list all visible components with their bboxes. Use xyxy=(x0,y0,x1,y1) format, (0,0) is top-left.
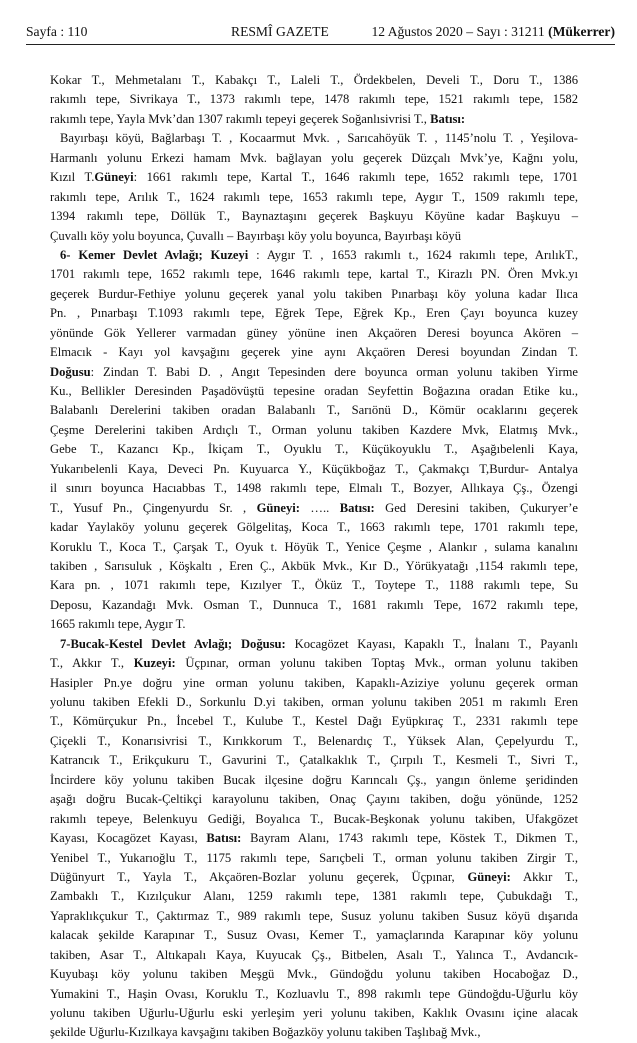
text-line xyxy=(50,343,578,362)
body-text: il sınırı boyunca Hacıabbas T., 1498 rakımlı tepe, Elmalı T., Bozyer, Allıkaya Çş., Özengi xyxy=(50,481,578,496)
body-text: Kokar T., Mehmetalanı T., Kabakçı T., Laleli T., Ördekbelen, Develi T., Doru T., 1386 xyxy=(50,73,578,87)
body-text: Zambaklı T., Kızılçukur Alanı, 1259 rakımlı tepe, 1381 rakımlı tepe, Çubukdağı T., xyxy=(50,889,578,904)
text-line xyxy=(50,557,578,576)
edition-label: (Mükerrer) xyxy=(548,24,615,39)
text-line xyxy=(50,946,578,965)
text-line xyxy=(50,693,578,712)
body-text: Üçpınar, orman yolunu takiben Toptaş Mvk., orman yolunu takiben xyxy=(175,656,578,671)
text-line xyxy=(50,518,578,537)
text-line xyxy=(50,810,578,829)
body-text: Bayram Alanı, 1743 rakımlı tepe, Köstek T., Dikmen T., xyxy=(241,831,578,846)
text-line xyxy=(50,751,578,770)
body-text: rakımlı tepe, Sivrikaya T., 1373 rakımlı tepe, 1478 rakımlı tepe, 1521 rakımlı tepe, 1582 xyxy=(50,92,578,107)
text-line xyxy=(50,965,578,984)
body-text: T., Yusuf Pn., Çingenyurdu Sr. , xyxy=(50,500,257,515)
body-text: Çuvallı köy yolu boyunca, Çuvallı – Bayırbaşı köy yolu boyunca, Bayırbaşı köyü xyxy=(50,228,461,243)
body-text: rakımlı tepe, Yayla Mvk’dan 1307 rakımlı tepeyi geçerek Soğanlısivrisi T., xyxy=(50,111,431,126)
bold-heading-text: Güneyi: xyxy=(467,869,511,884)
bold-heading-text: Doğusu xyxy=(50,364,91,379)
text-line xyxy=(50,849,578,868)
text-line xyxy=(50,596,578,615)
body-text: Akkır T., xyxy=(510,869,578,884)
body-text: Kocagözet Kayası, Kapaklı T., İnalanı T., Payanlı xyxy=(285,636,578,651)
bold-heading-text: 7-Bucak-Kestel Devlet Avlağı; Doğusu: xyxy=(60,636,286,651)
body-text: 1701 rakımlı tepe, 1652 rakımlı tepe, 1646 rakımlı tepe, kartal T., Kirazlı PN. Ören Mvk.yı xyxy=(50,267,578,282)
body-text: Gebe T., Kazancı Kp., İkiçam T., Oyuklu T., Küçükoyuklu T., Aşağıbelenli Kaya, xyxy=(50,442,578,457)
body-text: takiben , Sarısuluk , Köşkaltı , Eren Ç., Akbük Mvk., Kır D., Yörükyatağı ,1154 rakımlı tepe, xyxy=(50,558,578,573)
text-line xyxy=(50,712,578,731)
body-text: şekilde Uğurlu-Kızılkaya kavşağını takiben Boğazköy yolunu takiben Taşlıbağ Mvk., xyxy=(50,1025,481,1040)
text-line xyxy=(50,499,578,518)
text-line xyxy=(50,285,578,304)
body-text: takiben, Asar T., Altıkapalı Kaya, Kuyucak Çş., Bitbelen, Asalı T., Yalınca T., Avdancık- xyxy=(50,947,578,962)
body-text: Balabanlı Derelerini takiben oradan Balabanlı T., Sarıönü D., Kömür ocaklarını geçerek xyxy=(50,403,578,418)
body-text: yönünde Gök Yellerer varmadan güney yönüne inen Akçaören Deresi boyunca Akören – xyxy=(50,325,578,340)
body-text: Deposu, Kazandağı Mvk. Osman T., Dunnuca T., 1681 rakımlı Tepe, 1672 rakımlı tepe, xyxy=(50,597,578,612)
body-text: Yenibel T., Yukarıoğlu T., 1175 rakımlı tepe, Sarıçbeli T., orman yolunu takiben Zirgir T., xyxy=(50,850,578,865)
body-text: Ged Deresini takiben, Çukuryer’e xyxy=(374,500,579,515)
body-text: kadar Yaylaköy yolunu geçerek Gölgelitaş, Koca T., 1663 rakımlı tepe, 1701 rakımlı tepe, xyxy=(50,520,578,535)
text-line xyxy=(50,654,578,673)
body-text: yolunu takiben Uğurlu-Uğurlu eski yerleşim yeri yolunu takiben, Kaklık Ovasını içine alacak xyxy=(50,1006,578,1020)
bold-heading-text: Güneyi xyxy=(94,170,134,185)
text-line xyxy=(50,304,578,323)
page-number: Sayfa : 110 xyxy=(26,24,88,39)
body-text: Yukarıbelenli Kaya, Deveci Pn. Kuyuarca Y., Küçükboğaz T., Çakmakçı T,Burdur- Antalya xyxy=(50,461,578,476)
body-text: yolunu takiben Efekli D., Sorkunlu D.yi takiben, orman yolunu takiben 2051 m rakımlı Eren xyxy=(50,695,578,709)
body-text: rakımlı tepeye, Belenkuyu Gediği, Boyalıca T., Bucak-Beşkonak yolunu takiben, Ufakgözet xyxy=(50,811,578,826)
body-text: Bayırbaşı köyü, Bağlarbaşı T. , Kocaarmut Mvk. , Sarıcahöyük T. , 1145’nolu T. , Yeşilova- xyxy=(60,131,578,146)
text-line xyxy=(50,771,578,790)
text-line xyxy=(50,227,578,246)
body-text: : Zindan T. Babi D. , Angıt Tepesinden dere boyunca orman yolunu takiben Yirme xyxy=(90,364,578,379)
text-line xyxy=(50,479,578,498)
text-line xyxy=(50,90,578,109)
text-line xyxy=(50,71,578,90)
text-line xyxy=(50,538,578,557)
body-text: Kızıl T. xyxy=(50,170,95,185)
body-text: Katrancık T., Erikçukuru T., Gavurini T., Çatalkaklık T., Çırpılı T., Kesmeli T., Sivri T., xyxy=(50,753,578,768)
text-line xyxy=(50,926,578,945)
bold-heading-text: 6- Kemer Devlet Avlağı; Kuzeyi xyxy=(60,247,249,262)
body-text: Hasipler Pn.ye doğru yine orman yolunu takiben, Kapaklı-Aziziye yolunu geçerek orman xyxy=(50,675,578,690)
text-line xyxy=(50,207,578,226)
body-text: kalacak şekilde Karapınar T., Susuz Ovası, Kemer T., yamaçlarında Karapınar köy yolunu xyxy=(50,928,578,943)
body-text: T., Akkır T., xyxy=(50,656,134,671)
text-line xyxy=(50,149,578,168)
body-text: : Aygır T. , 1653 rakımlı t., 1624 rakımlı tepe, ArılıkT., xyxy=(248,247,578,262)
newspaper-title: RESMÎ GAZETE xyxy=(231,24,329,39)
body-text: Pn. , Pınarbaşı T.1093 rakımlı tepe, Eğrek Tepe, Eğrek Kp., Eren Çayı boyunca kuzey xyxy=(50,306,578,321)
bold-heading-text: Güneyi: xyxy=(256,500,300,515)
body-text: geçerek Burdur-Fethiye yolunu geçerek yanal yolu takiben Pınarbaşı köy yoluna kadar Ilıca xyxy=(50,286,578,301)
body-text: Kara pn. , 1071 rakımlı tepe, Kızılyer T., Öküz T., Toytepe T., 1188 rakımlı tepe, Su xyxy=(50,578,578,593)
page-header xyxy=(26,22,615,45)
text-line xyxy=(50,887,578,906)
issue-date: 12 Ağustos 2020 – Sayı : 31211 xyxy=(371,24,549,39)
body-text: Düğünyurt T., Yayla T., Akçaören-Bozlar yolunu geçerek, Üçpınar, xyxy=(50,869,468,884)
text-line xyxy=(50,460,578,479)
body-text: Kuyubaşı köy yolunu takiben Meşgü Mvk., Gündoğdu yolunu takiben Hocaboğaz D., xyxy=(50,967,578,982)
text-line xyxy=(50,324,578,343)
text-line xyxy=(50,615,578,634)
text-line xyxy=(50,382,578,401)
body-text: rakımlı tepe, Arılık T., 1624 rakımlı tepe, 1653 rakımlı tepe, Aygır T., 1509 rakımlı tepe, xyxy=(50,189,578,204)
body-text: İncirdere köy yolunu takiben Bucak ilçesine doğru Karıncalı Çş., yangın önleme şeridinden xyxy=(50,772,578,787)
text-line xyxy=(50,868,578,887)
text-line xyxy=(50,576,578,595)
text-line xyxy=(50,168,578,187)
body-text: T., Kömürçukur Pn., İncebel T., Kulube T., Kestel Dağı Eyüpkıraç T., 2331 rakımlı tepe xyxy=(50,714,578,729)
text-line xyxy=(50,110,578,129)
bold-heading-text: Batısı: xyxy=(339,500,375,515)
body-text: Kayası, Kocagözet Kayası, xyxy=(50,831,207,846)
body-text: 1665 rakımlı tepe, Aygır T. xyxy=(50,617,186,632)
body-text: 1394 rakımlı tepe, Döllük T., Baynaztaşını geçerek Başkuyu Köyüne kadar Başkuyu – xyxy=(50,209,578,224)
text-line xyxy=(50,440,578,459)
bold-heading-text: Kuzeyi: xyxy=(133,656,176,671)
body-text: Yumakini T., Haşin Ovası, Koruklu T., Kozluavlu T., 898 rakımlı tepe Gündoğdu-Uğurlu köy xyxy=(50,986,578,1001)
text-line xyxy=(50,265,578,284)
body-text: aşağı doğru Bucak-Çeltikçi karayolunu takiben, Onaç Çayını takiben, doğu yönünde, 1252 xyxy=(50,792,578,807)
document-body xyxy=(50,71,578,1043)
body-text: Ku., Bellikler Deresinden Paşadövüştü tepesine oradan Seyfettin Boğazına oradan Etike ku., xyxy=(50,384,578,398)
text-line xyxy=(50,1004,578,1023)
bold-heading-text: Batısı: xyxy=(206,831,242,846)
text-line xyxy=(50,1023,578,1042)
body-text: Elmacık - Kayı yol kavşağını geçerek yine aynı Akçaören Deresi boyundan Zindan T. xyxy=(50,345,578,360)
body-text: ….. xyxy=(299,500,340,515)
text-line xyxy=(50,401,578,420)
body-text: Yapraklıkçukur T., Çaktırmaz T., 989 rakımlı tepe, Susuz yolunu takiben Susuz köyü dışarıda xyxy=(50,908,578,923)
text-line xyxy=(50,829,578,848)
text-line xyxy=(50,674,578,693)
body-text: Harmanlı yolunu Erkezi hamam Mvk. bağlayan yolu geçerek Düzçalı Mvk’ye, Kağnı yolu, xyxy=(50,150,578,165)
text-line xyxy=(50,635,578,654)
text-line xyxy=(50,129,578,148)
text-line xyxy=(50,363,578,382)
text-line xyxy=(50,246,578,265)
bold-heading-text: Batısı: xyxy=(430,111,466,126)
text-line xyxy=(50,907,578,926)
text-line xyxy=(50,188,578,207)
body-text: Çeşme Derelerini takiben Ardıçlı T., Orman yolunu takiben Kazdere Mvk, Elatmış Mvk., xyxy=(50,422,578,437)
text-line xyxy=(50,790,578,809)
body-text: Çiçekli T., Konarısivrisi T., Kırıkkorum T., Belenardıç T., Yüksek Alan, Çepelyurdu T., xyxy=(50,733,578,748)
text-line xyxy=(50,985,578,1004)
text-line xyxy=(50,732,578,751)
body-text: : 1661 rakımlı tepe, Kartal T., 1646 rakımlı tepe, 1652 rakımlı tepe, 1701 xyxy=(133,170,578,185)
issue-info xyxy=(371,24,615,40)
text-line xyxy=(50,421,578,440)
body-text: Koruklu T., Koca T., Çarşak T., Oyuk t. Höyük T., Yenice Çeşme , Alankır , sulama kanalını xyxy=(50,539,578,554)
